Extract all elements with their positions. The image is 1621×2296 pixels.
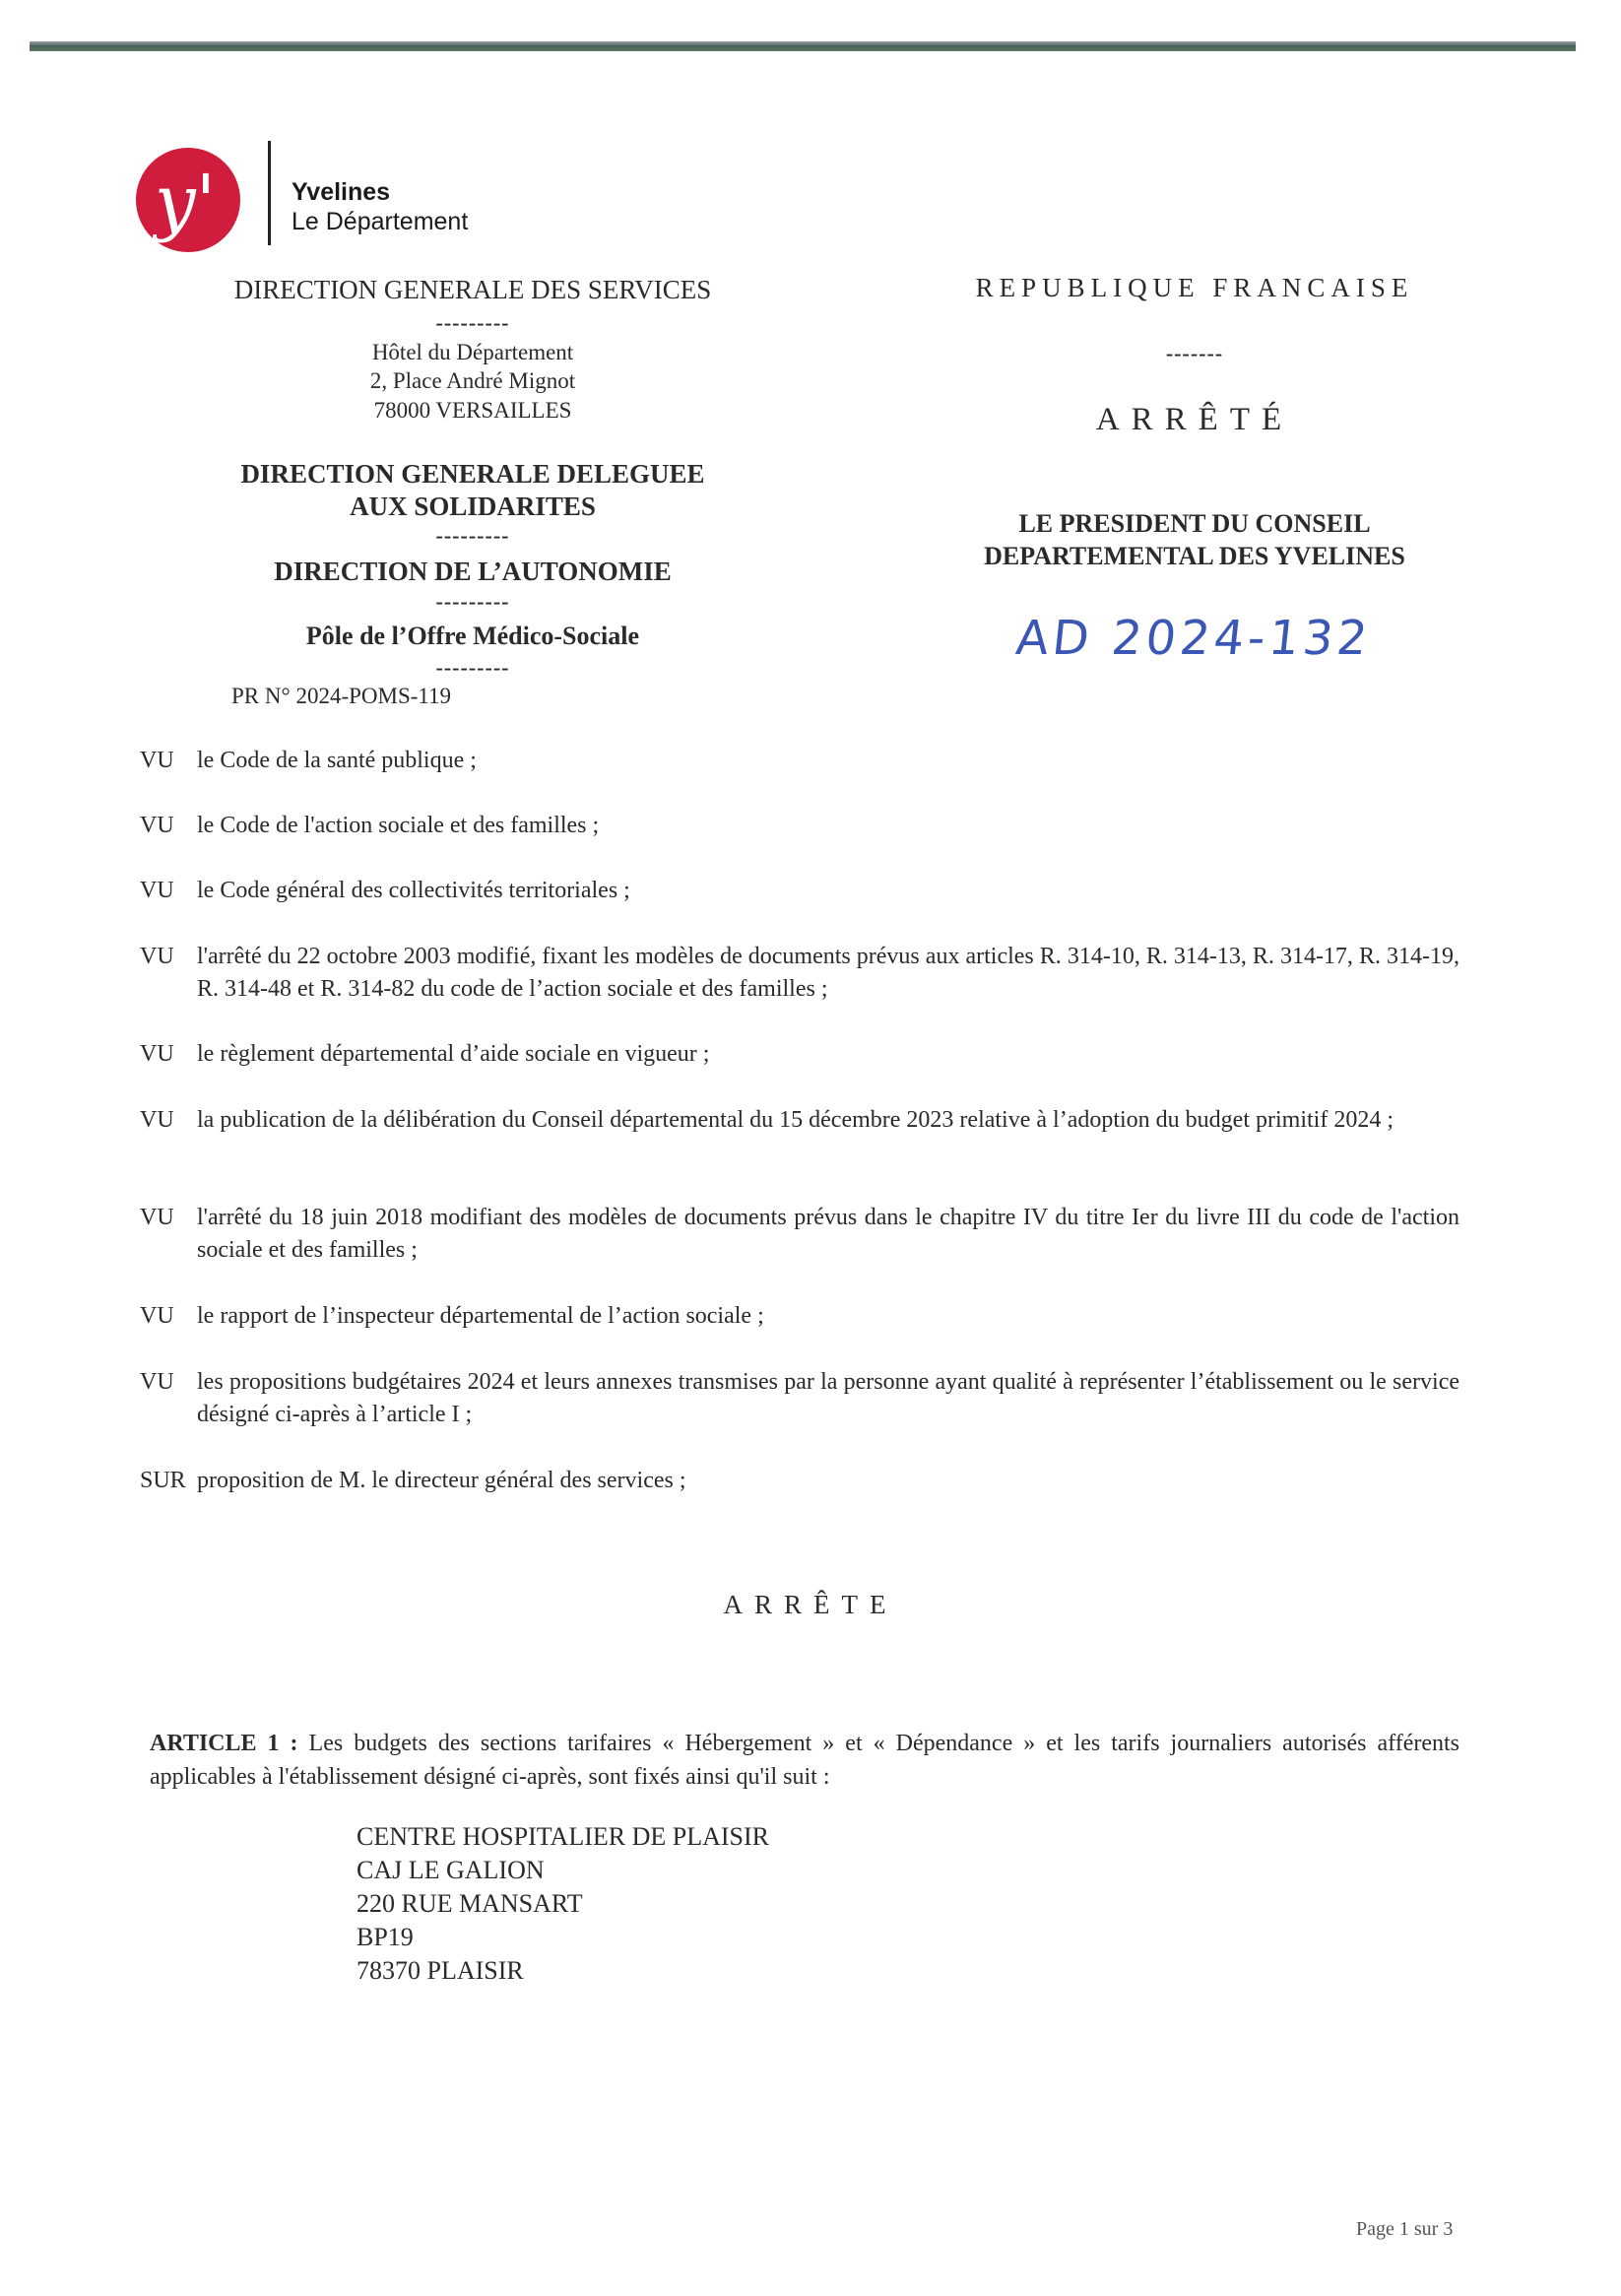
vu-clause [140,745,1459,777]
vu-clause [140,1366,1459,1431]
vu-key: VU [140,1107,174,1133]
establishment-address [357,1820,769,1988]
vu-text: l'arrêté du 22 octobre 2003 modifié, fixant les modèles de documents prévus aux articles R. 314-10, R. 314-13, R. 314-17, R. 314-19, R. 314-48 et R. 314-82 du code de l’action sociale et des familles ; [197,944,1459,1002]
dgd-heading-line-2: AUX SOLIDARITES [350,492,596,521]
dgs-heading: DIRECTION GENERALE DES SERVICES [233,275,712,304]
president-line-2: DEPARTEMENTAL DES YVELINES [984,542,1405,570]
separator: --------- [435,310,510,335]
sur-text: proposition de M. le directeur général des services ; [197,1468,686,1493]
vu-clause [140,875,1459,907]
top-border-line [30,41,1576,51]
logo-separator [268,141,271,245]
article-1 [150,1727,1459,1794]
vu-key: VU [140,1205,174,1230]
dgd-heading-line-1: DIRECTION GENERALE DELEGUEE [240,459,705,489]
separator: --------- [435,523,510,548]
article-1-text: Les budgets des sections tarifaires « Hébergement » et « Dépendance » et les tarifs journaliers autorisés afférents applicables à l'établissement désigné ci-après, sont fixés ainsi qu'il suit : [150,1731,1459,1790]
republique-heading: REPUBLIQUE FRANCAISE [975,273,1414,302]
address-line-3: 78000 VERSAILLES [373,398,572,423]
vu-text: les propositions budgétaires 2024 et leurs annexes transmises par la personne ayant qualité à représenter l’établissement ou le service désigné ci-après à l’article I ; [197,1369,1459,1427]
separator: --------- [435,589,510,614]
vu-key: VU [140,1369,174,1395]
address-line-2: 2, Place André Mignot [369,368,576,393]
president-line-1: LE PRESIDENT DU CONSEIL [1018,509,1371,538]
separator: --------- [435,655,510,680]
vu-key: VU [140,1303,174,1329]
vu-text: le règlement départemental d’aide sociale en vigueur ; [197,1041,710,1067]
logo-mark: y' [154,160,217,244]
brand-subtitle: Le Département [292,208,469,235]
pole-heading: Pôle de l’Offre Médico-Sociale [305,622,640,650]
autonomie-heading: DIRECTION DE L’AUTONOMIE [274,557,672,586]
yvelines-logo [134,146,264,254]
vu-key: VU [140,813,174,838]
arrete-decision-heading: ARRÊTE [723,1590,898,1619]
establishment-line: CAJ LE GALION [357,1856,545,1884]
vu-clause [140,810,1459,842]
sur-clause [140,1465,1459,1497]
vu-text: le Code de la santé publique ; [197,748,477,773]
vu-key: VU [140,1041,174,1067]
brand-name: Yvelines [292,178,391,206]
separator: ------- [1165,341,1224,365]
handwritten-reference: AD 2024-132 [1013,611,1375,666]
vu-clause [140,1038,1459,1071]
vu-clause [140,1202,1459,1267]
sur-key: SUR [140,1468,186,1493]
vu-text: l'arrêté du 18 juin 2018 modifiant des modèles de documents prévus dans le chapitre IV du titre Ier du livre III du code de l'action sociale et des familles ; [197,1205,1459,1263]
vu-text: la publication de la délibération du Conseil départemental du 15 décembre 2023 relative à l’adoption du budget primitif 2024 ; [197,1107,1394,1133]
vu-key: VU [140,944,174,969]
vu-text: le Code de l'action sociale et des familles ; [197,813,600,838]
establishment-line: 78370 PLAISIR [357,1956,524,1985]
pr-number: PR N° 2024-POMS-119 [231,684,452,708]
page-number: Page 1 sur 3 [1356,2218,1454,2240]
vu-clause [140,1300,1459,1333]
brand-block [292,177,468,236]
vu-key: VU [140,748,174,773]
vu-clause [140,1104,1459,1137]
establishment-line: 220 RUE MANSART [357,1889,583,1918]
vu-key: VU [140,878,174,903]
vu-text: le Code général des collectivités territoriales ; [197,878,630,903]
arrete-title: ARRÊTÉ [1095,402,1294,437]
establishment-line: BP19 [357,1923,414,1951]
vu-clause [140,941,1459,1006]
establishment-line: CENTRE HOSPITALIER DE PLAISIR [357,1822,769,1851]
article-1-label: ARTICLE 1 : [150,1731,298,1756]
vu-text: le rapport de l’inspecteur départemental de l’action sociale ; [197,1303,764,1329]
address-line-1: Hôtel du Département [371,340,574,364]
